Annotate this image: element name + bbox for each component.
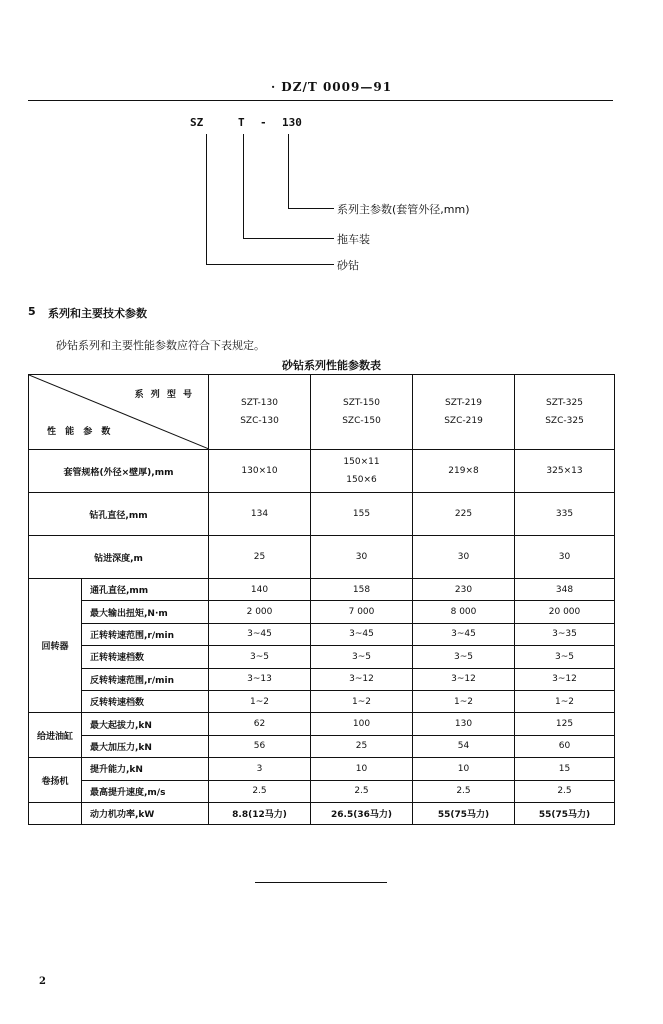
group-label-rotator: 回转器 <box>29 579 82 713</box>
row-label: 钻进深度,m <box>29 536 209 579</box>
model-c: SZC-325 <box>545 416 584 426</box>
cell-line: 150×6 <box>346 475 377 485</box>
model-t: SZT-150 <box>343 398 380 408</box>
code-part-130: 130 <box>282 116 302 129</box>
section-number: 5 <box>28 305 36 318</box>
t-leader-vertical <box>243 134 244 238</box>
corner-param-label: 性 能 参 数 <box>47 427 114 437</box>
cell: 3~5 <box>413 646 515 668</box>
table-row <box>29 668 615 690</box>
cell: 2 000 <box>209 601 311 623</box>
label-series-param: 系列主参数(套管外径,mm) <box>337 203 470 216</box>
cell: 3~5 <box>311 646 413 668</box>
model-t: SZT-219 <box>445 398 482 408</box>
cell: 25 <box>209 536 311 579</box>
cell: 125 <box>515 713 615 735</box>
row-label: 最大加压力,kN <box>82 735 209 757</box>
model-t: SZT-325 <box>546 398 583 408</box>
cell: 3~45 <box>413 623 515 645</box>
param-leader-vertical <box>288 134 289 208</box>
section-title: 系列和主要技术参数 <box>48 307 147 320</box>
table-row-casing <box>29 450 615 493</box>
cell: 25 <box>311 735 413 757</box>
cell: 30 <box>413 536 515 579</box>
corner-series-label: 系 列 型 号 <box>134 390 194 400</box>
cell: 3~13 <box>209 668 311 690</box>
model-cell <box>515 375 615 450</box>
cell: 3~12 <box>413 668 515 690</box>
cell: 130×10 <box>209 450 311 493</box>
cell: 26.5(36马力) <box>311 802 413 824</box>
cell: 1~2 <box>209 690 311 712</box>
table-row-hole-diameter <box>29 493 615 536</box>
cell: 10 <box>311 758 413 780</box>
row-label: 正转转速档数 <box>82 646 209 668</box>
model-c: SZC-150 <box>342 416 381 426</box>
table-row-depth <box>29 536 615 579</box>
table-header-row <box>29 375 615 450</box>
cell: 8 000 <box>413 601 515 623</box>
table-row <box>29 646 615 668</box>
cell: 3~35 <box>515 623 615 645</box>
code-part-sz: SZ <box>190 116 204 129</box>
cell: 140 <box>209 579 311 601</box>
cell: 2.5 <box>311 780 413 802</box>
table-row <box>29 601 615 623</box>
page-number: 2 <box>39 976 46 987</box>
cell: 56 <box>209 735 311 757</box>
cell: 1~2 <box>311 690 413 712</box>
model-c: SZC-130 <box>240 416 279 426</box>
cell: 3~12 <box>311 668 413 690</box>
cell: 325×13 <box>515 450 615 493</box>
row-label: 正转转速范围,r/min <box>82 623 209 645</box>
row-label: 最大输出扭矩,N·m <box>82 601 209 623</box>
cell: 3~5 <box>515 646 615 668</box>
cell: 348 <box>515 579 615 601</box>
cell: 2.5 <box>209 780 311 802</box>
table-row <box>29 579 615 601</box>
row-label: 最高提升速度,m/s <box>82 780 209 802</box>
cell: 2.5 <box>515 780 615 802</box>
cell: 219×8 <box>413 450 515 493</box>
model-c: SZC-219 <box>444 416 483 426</box>
label-trailer: 拖车装 <box>337 233 370 246</box>
cell: 335 <box>515 493 615 536</box>
code-part-t: T <box>238 116 245 129</box>
cell: 60 <box>515 735 615 757</box>
cell: 20 000 <box>515 601 615 623</box>
cell: 30 <box>311 536 413 579</box>
table-row-power <box>29 802 615 824</box>
section-paragraph: 砂钻系列和主要性能参数应符合下表规定。 <box>56 339 265 352</box>
cell: 1~2 <box>413 690 515 712</box>
table-row <box>29 780 615 802</box>
row-label: 提升能力,kN <box>82 758 209 780</box>
cell: 62 <box>209 713 311 735</box>
cell: 30 <box>515 536 615 579</box>
cell: 7 000 <box>311 601 413 623</box>
cell: 3~45 <box>311 623 413 645</box>
cell: 3~12 <box>515 668 615 690</box>
row-label: 反转转速档数 <box>82 690 209 712</box>
cell: 230 <box>413 579 515 601</box>
cell: 54 <box>413 735 515 757</box>
cell: 55(75马力) <box>515 802 615 824</box>
row-label: 钻孔直径,mm <box>29 493 209 536</box>
label-sand-drill: 砂钻 <box>337 259 359 272</box>
param-leader-horizontal <box>288 208 334 209</box>
group-label-hoist: 卷扬机 <box>29 758 82 803</box>
code-part-dash: - <box>260 116 267 129</box>
cell: 158 <box>311 579 413 601</box>
table-row <box>29 735 615 757</box>
cell: 155 <box>311 493 413 536</box>
cell <box>311 450 413 493</box>
model-cell <box>311 375 413 450</box>
table-title: 砂钻系列性能参数表 <box>282 359 381 372</box>
row-label: 动力机功率,kW <box>82 802 209 824</box>
row-label: 反转转速范围,r/min <box>82 668 209 690</box>
cell: 3~5 <box>209 646 311 668</box>
sz-leader-horizontal <box>206 264 334 265</box>
model-cell <box>413 375 515 450</box>
row-label: 最大起拔力,kN <box>82 713 209 735</box>
cell: 134 <box>209 493 311 536</box>
t-leader-horizontal <box>243 238 334 239</box>
spec-table <box>28 374 615 825</box>
cell-line: 150×11 <box>343 457 380 467</box>
cell: 225 <box>413 493 515 536</box>
empty-cell <box>29 802 82 824</box>
cell: 8.8(12马力) <box>209 802 311 824</box>
sz-leader-vertical <box>206 134 207 264</box>
cell: 2.5 <box>413 780 515 802</box>
cell: 130 <box>413 713 515 735</box>
cell: 3~45 <box>209 623 311 645</box>
cell: 1~2 <box>515 690 615 712</box>
end-rule <box>255 882 387 883</box>
model-t: SZT-130 <box>241 398 278 408</box>
row-label: 通孔直径,mm <box>82 579 209 601</box>
header-rule <box>28 100 613 101</box>
table-row <box>29 623 615 645</box>
table-row <box>29 690 615 712</box>
table-row <box>29 758 615 780</box>
corner-cell <box>29 375 209 450</box>
row-label: 套管规格(外径×壁厚),mm <box>29 450 209 493</box>
cell: 3 <box>209 758 311 780</box>
group-label-feed-cylinder: 给进油缸 <box>29 713 82 758</box>
cell: 10 <box>413 758 515 780</box>
model-cell <box>209 375 311 450</box>
cell: 100 <box>311 713 413 735</box>
cell: 15 <box>515 758 615 780</box>
table-row <box>29 713 615 735</box>
standard-number: · DZ/T 0009—91 <box>270 80 393 94</box>
cell: 55(75马力) <box>413 802 515 824</box>
